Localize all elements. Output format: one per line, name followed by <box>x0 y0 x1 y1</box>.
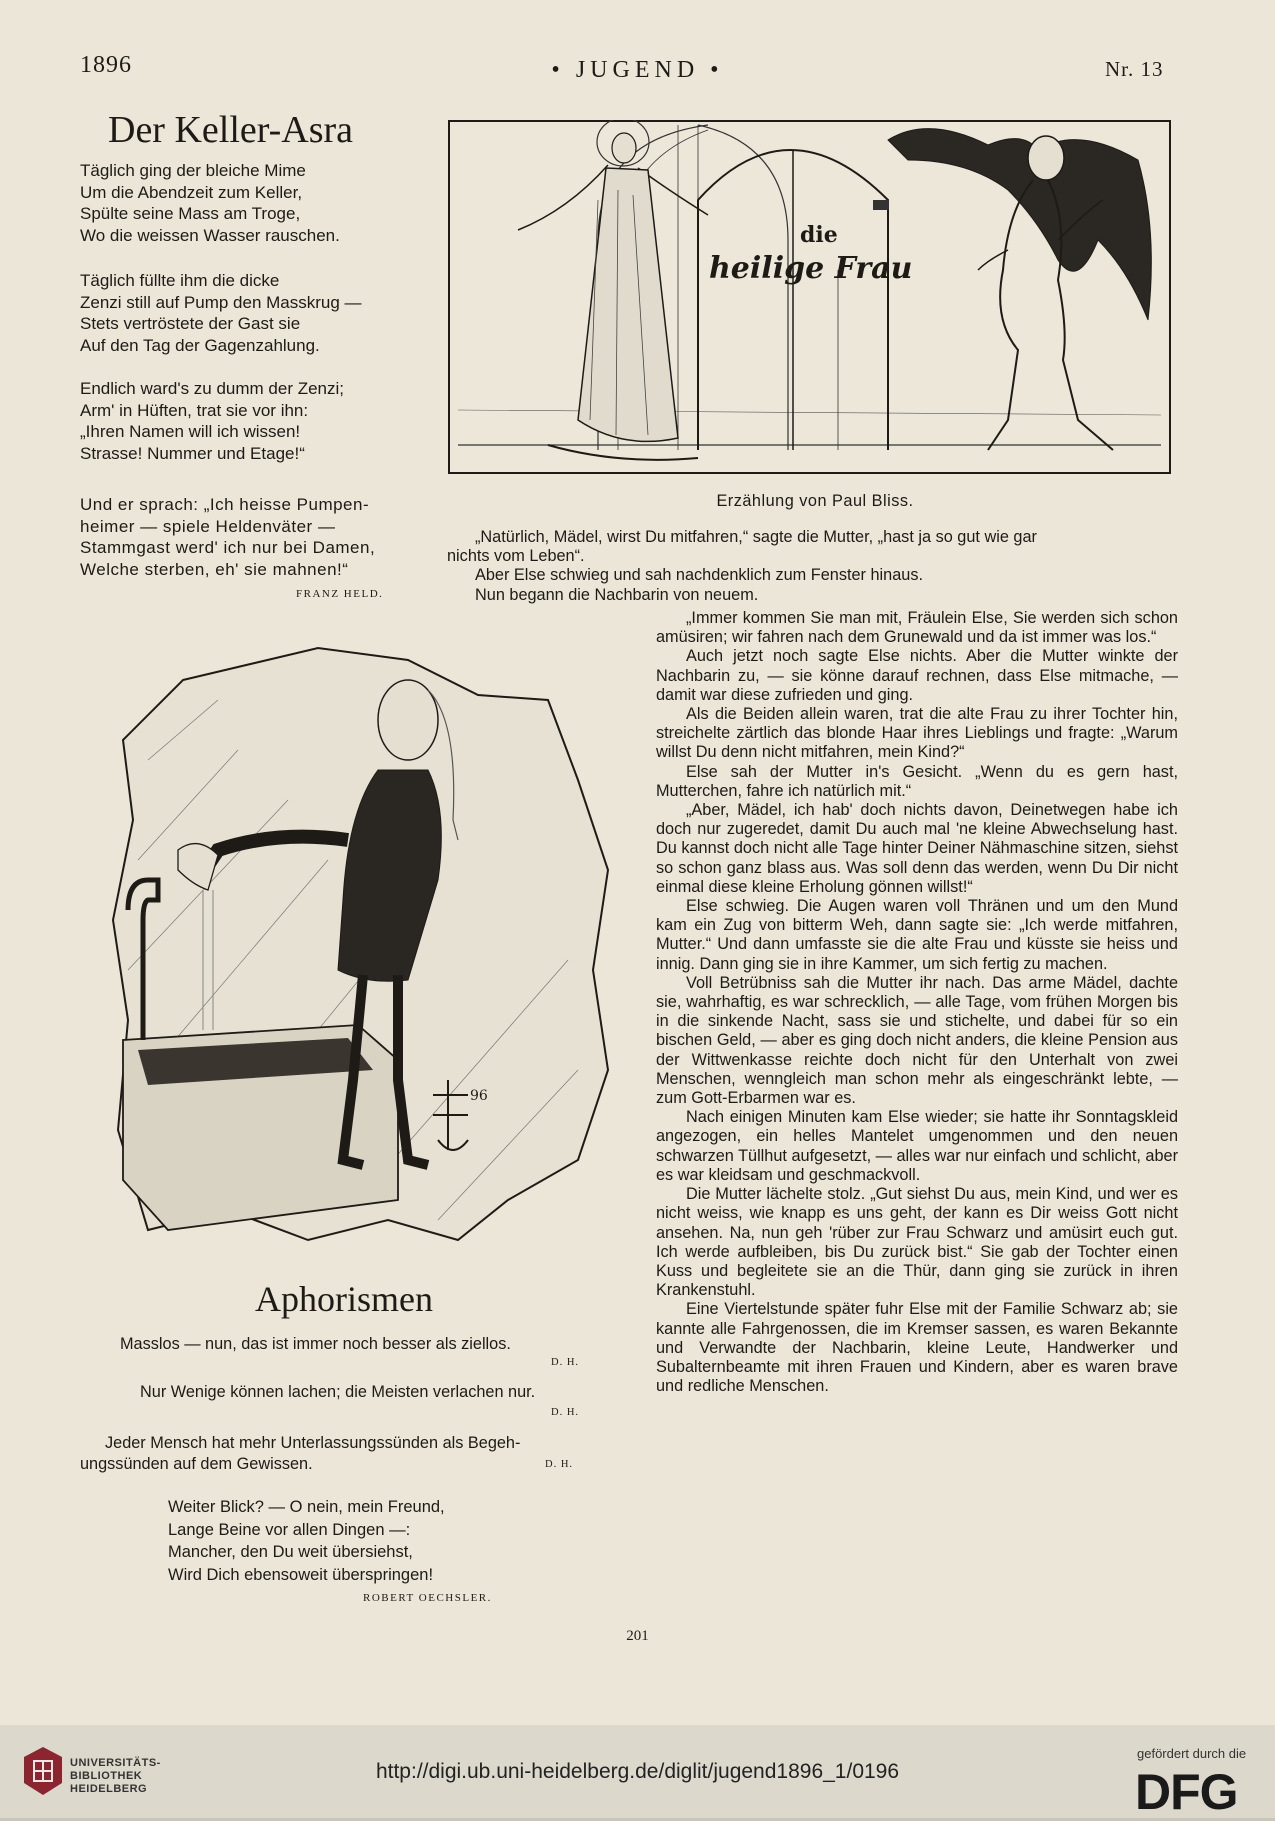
paragraph: Als die Beiden allein waren, trat die alte Frau zu ihrer Tochter hin, streichelte zärtlich das blonde Haar ihres Lieblings und fragte: „Warum willst Du denn nicht mitfahren, mein Kind?“ <box>656 705 1178 762</box>
verse-line: Stets vertröstete der Gast sie <box>80 314 301 333</box>
paragraph: Eine Viertelstunde später fuhr Else mit der Familie Schwarz ab; sie kannte alle Fahrgenossen, die im Kremser sassen, es waren Bekannte und Verwandte der Nachbarin, kleine Leute, Handwerker und Subalternbeamte mit ihren Frauen und Kindern, aber es waren brave und redliche Menschen. <box>656 1300 1178 1396</box>
poem-stanza-2 <box>80 270 362 356</box>
page-number: 201 <box>626 1628 649 1644</box>
verse-line: Zenzi still auf Pump den Masskrug — <box>80 292 362 312</box>
intro-line: nichts vom Leben“. <box>447 547 585 566</box>
verse-line: Spülte seine Mass am Troge, <box>80 204 301 223</box>
header-year: 1896 <box>80 52 132 78</box>
aphorism-1: Masslos — nun, das ist immer noch besser als ziellos. <box>120 1335 511 1353</box>
aphorism-2-sig: D. H. <box>551 1407 580 1418</box>
verse-line: Mancher, den Du weit übersiehst, <box>168 1543 413 1561</box>
verse-line: Und er sprach: „Ich heisse Pumpen- <box>80 495 370 514</box>
paragraph: Nach einigen Minuten kam Else wieder; sie hatte ihr Sonntagskleid angezogen, ein helles Mantelet umgenommen und den neuen schwarzen Tüllhut aufgesetzt, — alles war nur einfach und schlicht, aber es war kleidsam und geschmackvoll. <box>656 1108 1178 1184</box>
illustration-heilige-frau <box>448 120 1171 474</box>
story-intro <box>447 528 1182 605</box>
verse-line: Strasse! Nummer und Etage!“ <box>80 443 305 463</box>
verse-line: Arm' in Hüften, trat sie vor ihn: <box>80 400 309 420</box>
paragraph: Voll Betrübniss sah die Mutter ihr nach. Das arme Mädel, dachte sie, wahrhaftig, es war schrecklich, — alle Tage, vom frühen Morgen bis in die sinkende Nacht, sass sie und stichelte, und dabei für so ein bischen Geld, — aber es ging doch nicht anders, die kleine Pension aus der Wittwenkasse reichte doch nicht für den Unterhalt von zwei Menschen, wenngleich man schon mehr als eingeschränkt lebte, — zum Gott-Erbarmen war es. <box>656 973 1178 1108</box>
verse-line: Stammgast werd' ich nur bei Damen, <box>80 538 376 557</box>
aphorism-3-sig: D. H. <box>545 1459 574 1470</box>
aphorism-1-sig: D. H. <box>551 1357 580 1368</box>
verse-line: heimer — spiele Heldenväter — <box>80 516 336 536</box>
intro-line: Nun begann die Nachbarin von neuem. <box>475 585 759 604</box>
viewer-footer <box>0 1725 1275 1818</box>
aphorism-3-line2: ungssünden auf dem Gewissen. <box>80 1455 313 1473</box>
verse-line: Welche sterben, eh' sie mahnen!“ <box>80 559 349 579</box>
aphorisms-title: Aphorismen <box>255 1279 433 1319</box>
verse-line: Täglich ging der bleiche Mime <box>80 161 306 180</box>
verse-line: Auf den Tag der Gagenzahlung. <box>80 335 320 355</box>
story-column <box>656 609 1178 1614</box>
verse-line: Endlich ward's zu dumm der Zenzi; <box>80 379 345 398</box>
dfg-logo: DFG <box>1135 1764 1238 1820</box>
intro-line: „Natürlich, Mädel, wirst Du mitfahren,“ sagte die Mutter, „hast ja so gut wie gar <box>475 528 1037 546</box>
verse-line: Täglich füllte ihm die dicke <box>80 271 280 290</box>
poem-stanza-4 <box>80 494 375 580</box>
verse-line: Wird Dich ebensoweit überspringen! <box>168 1565 434 1584</box>
paragraph: Else sah der Mutter in's Gesicht. „Wenn du es gern hast, Mutterchen, fahre ich natürlich mit.“ <box>656 762 1178 800</box>
verse-line: Weiter Blick? — O nein, mein Freund, <box>168 1498 445 1516</box>
poem-stanza-3 <box>80 378 344 464</box>
university-name: UNIVERSITÄTS- BIBLIOTHEK HEIDELBERG <box>70 1757 161 1795</box>
source-url-link[interactable]: http://digi.ub.uni-heidelberg.de/diglit/jugend1896_1/0196 <box>375 1760 900 1783</box>
aphorism-3-line1: Jeder Mensch hat mehr Unterlassungssünden als Begeh- <box>105 1434 521 1452</box>
funding-note: gefördert durch die <box>1137 1746 1247 1761</box>
paragraph: Else schwieg. Die Augen waren voll Thränen und um den Mund kam ein Zug von bitterm Weh, dann sagte sie: „Ich werde mitfahren, Mutter.“ Und dann umfasste sie die alte Frau und küsste sie heiss und innig. Dann ging sie in ihre Kammer, um sich fertig zu machen. <box>656 897 1178 973</box>
aphorism-poem-author: ROBERT OECHSLER. <box>363 1592 492 1604</box>
aphorism-2: Nur Wenige können lachen; die Meisten verlachen nur. <box>140 1383 536 1401</box>
verse-line: Um die Abendzeit zum Keller, <box>80 182 303 202</box>
paragraph: Auch jetzt noch sagte Else nichts. Aber die Mutter winkte der Nachbarin zu, — sie könne darauf rechnen, dass Else mitmache, — damit war diese zufrieden und ging. <box>656 647 1178 704</box>
intro-line: Aber Else schwieg und sah nachdenklich zum Fenster hinaus. <box>475 566 923 585</box>
paragraph: „Aber, Mädel, ich hab' doch nichts davon, Deinetwegen habe ich doch nur zugeredet, damit Du auch mal 'ne kleine Abwechselung hast. Du kannst doch nicht alle Tage hinter Deiner Nähmaschine sitzen, siehst so schon ganz blass aus. Was soll denn das werden, wenn Du Dir nicht einmal diese kleine Erholung gönnen willst!“ <box>656 801 1178 896</box>
monogram-year: 96 <box>470 1088 488 1104</box>
header-number: Nr. 13 <box>1105 57 1164 81</box>
paragraph: „Immer kommen Sie man mit, Fräulein Else, Sie werden sich schon amüsiren; wir fahren nach dem Grunewald und da ist immer was los.“ <box>656 609 1178 647</box>
poem-stanza-1 <box>80 160 340 246</box>
lettering-heilige-frau: heilige Frau <box>709 251 913 286</box>
poem-author: FRANZ HELD. <box>296 588 384 600</box>
verse-line: „Ihren Namen will ich wissen! <box>80 422 301 441</box>
illustration-actor-trough <box>108 640 628 1260</box>
lettering-die: die <box>800 222 838 248</box>
verse-line: Lange Beine vor allen Dingen —: <box>168 1520 411 1539</box>
story-byline: Erzählung von Paul Bliss. <box>716 492 914 510</box>
header-journal: • JUGEND • <box>551 57 724 83</box>
verse-line: Wo die weissen Wasser rauschen. <box>80 225 340 245</box>
paragraph: Die Mutter lächelte stolz. „Gut siehst Du aus, mein Kind, und wer es nicht weiss, wie knapp es uns geht, der kann es Dir weiss Gott nicht ansehen. Na, nun geh 'rüber zur Frau Schwarz und amüsirt euch gut. Ich werde aufbleiben, bis Du zurück bist.“ Sie gab der Tochter einen Kuss und begleitete sie an die Thür, dann ging sie zurück in ihren Krankenstuhl. <box>656 1185 1178 1300</box>
aphorism-poem <box>168 1496 445 1586</box>
poem-title: Der Keller-Asra <box>108 109 354 151</box>
